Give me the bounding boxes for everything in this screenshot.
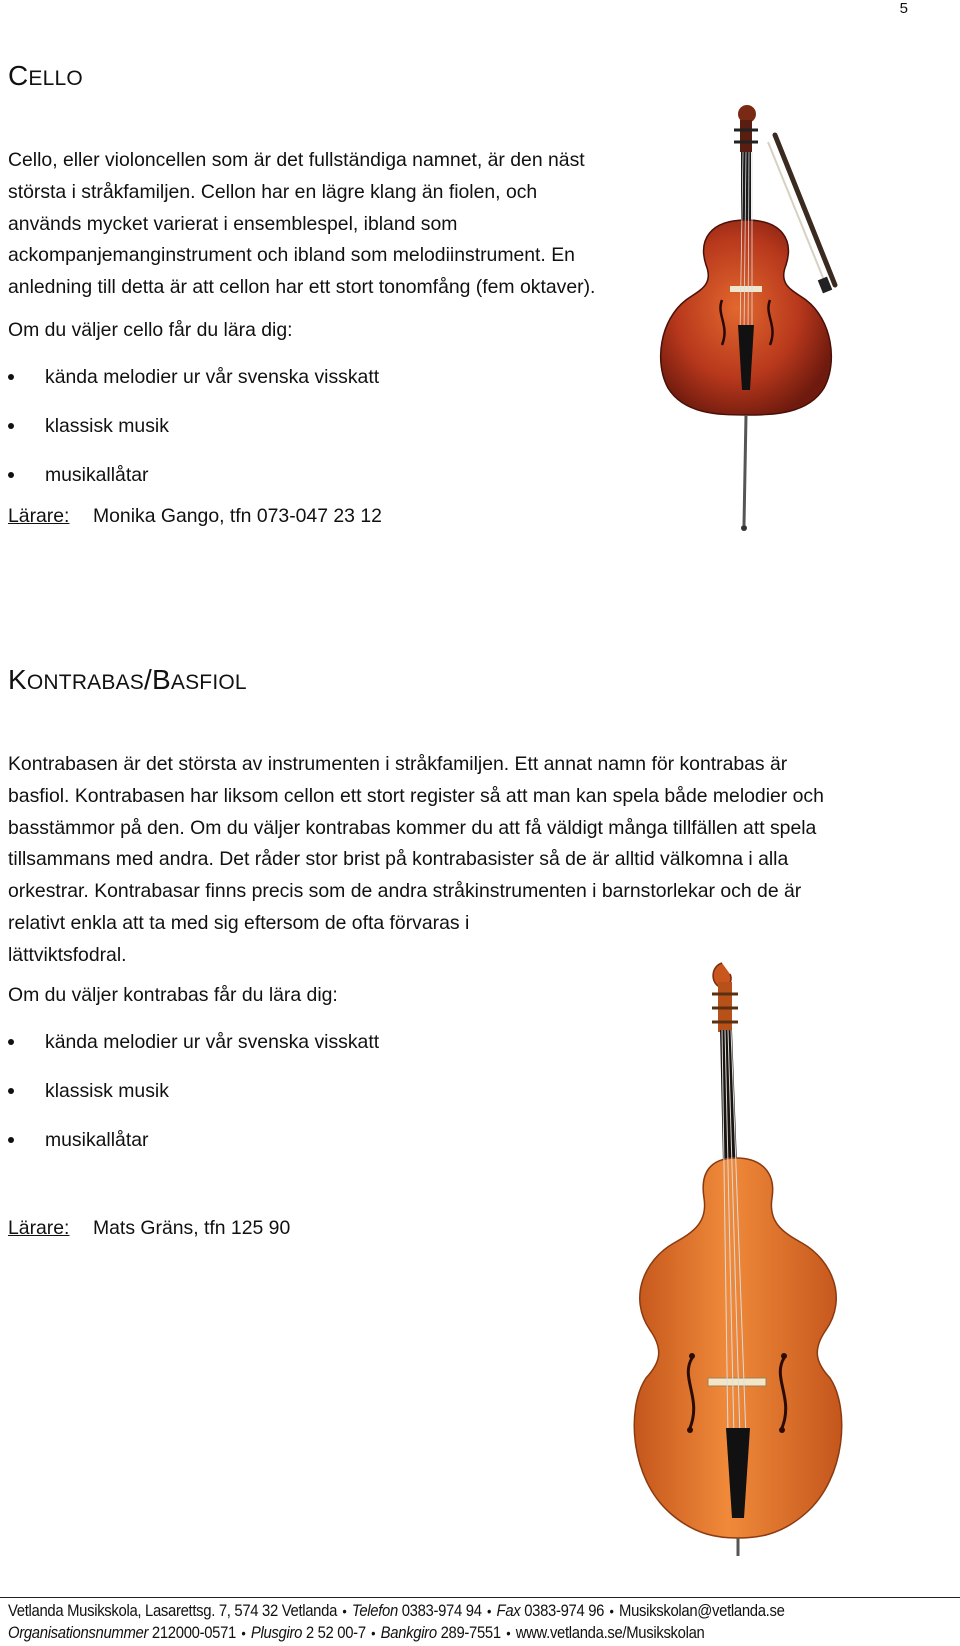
cello-bullet-list: [8, 365, 379, 512]
footer-plusgiro-label: Plusgiro: [250, 1624, 303, 1642]
footer-line-2: [8, 1623, 704, 1643]
cello-heading: [8, 62, 83, 93]
kontrabas-paragraph-line: relativt enkla att ta med sig eftersom de ofta förvaras i: [8, 911, 470, 934]
cello-heading-initial: C: [8, 60, 29, 91]
list-item-text: kända melodier ur vår svenska visskatt: [45, 1031, 380, 1053]
footer-fax-label: Fax: [496, 1602, 521, 1620]
footer-website: www.vetlanda.se/Musikskolan: [515, 1624, 705, 1642]
footer-address: Vetlanda Musikskola, Lasarettsg. 7, 574 32 Vetlanda: [8, 1602, 338, 1620]
footer-org-label: Organisationsnummer: [8, 1624, 149, 1642]
heading-initial: K: [8, 664, 27, 695]
footer-line-1: [8, 1601, 785, 1621]
cello-paragraph-line: största i stråkfamiljen. Cellon har en lägre klang än fiolen, och: [8, 180, 538, 203]
kontrabas-paragraph-line: tillsammans med andra. Det råder stor brist på kontrabasister så de är alltid välkomna i alla: [8, 848, 789, 871]
heading-slash: /: [144, 664, 152, 695]
bullet-icon: [8, 472, 14, 478]
footer-plusgiro: 2 52 00-7: [305, 1624, 366, 1642]
footer-telefon-label: Telefon: [351, 1602, 398, 1620]
cello-paragraph-line: Cello, eller violoncellen som är det fullständiga namnet, är den näst: [8, 149, 585, 171]
bullet-icon: [8, 1088, 14, 1094]
list-item: [8, 463, 379, 487]
cello-heading-rest: ELLO: [28, 67, 83, 90]
list-item: [8, 365, 379, 389]
kontrabas-paragraph-line: Kontrabasen är det största av instrumenten i stråkfamiljen. Ett annat namn för kontrabas är: [8, 753, 788, 775]
footer-bankgiro-label: Bankgiro: [380, 1624, 437, 1642]
footer-telefon: 0383-974 94: [401, 1602, 482, 1620]
page-number: 5: [899, 0, 908, 17]
teacher-label: Lärare:: [8, 1217, 70, 1239]
teacher-value: Mats Gräns, tfn 125 90: [93, 1217, 291, 1239]
bullet-icon: [8, 374, 14, 380]
list-item: [8, 1128, 379, 1152]
bullet-icon: [8, 1039, 14, 1045]
list-item-text: klassisk musik: [45, 415, 169, 437]
kontrabas-heading: [8, 666, 247, 697]
footer-bankgiro: 289-7551: [440, 1624, 501, 1642]
double-bass-illustration-icon: [630, 958, 870, 1558]
list-item: [8, 1079, 379, 1103]
separator-icon: •: [342, 1603, 347, 1619]
kontrabas-paragraph: [8, 749, 824, 972]
cello-paragraph-line: anledning till detta är att cellon har ett stort tonomfång (fem oktaver).: [8, 276, 596, 299]
bullet-icon: [8, 423, 14, 429]
cello-paragraph-line: ackompanjemanginstrument och ibland som melodiinstrument. En: [8, 244, 575, 267]
cello-paragraph-line: används mycket varierat i ensemblespel, ibland som: [8, 212, 458, 235]
list-item-text: musikallåtar: [45, 464, 149, 486]
kontrabas-paragraph-line: lättviktsfodral.: [8, 943, 127, 966]
kontrabas-teacher: [8, 1216, 290, 1240]
footer-org: 212000-0571: [151, 1624, 236, 1642]
bullet-icon: [8, 1137, 14, 1143]
cello-learn-intro: Om du väljer cello får du lära dig:: [8, 319, 293, 341]
kontrabas-paragraph-line: orkestrar. Kontrabasar finns precis som de andra stråkinstrumenten i barnstorlekar och de är: [8, 880, 802, 903]
cello-paragraph: [8, 145, 595, 304]
separator-icon: •: [241, 1625, 246, 1641]
footer-fax: 0383-974 96: [524, 1602, 605, 1620]
list-item-text: klassisk musik: [45, 1080, 169, 1102]
list-item-text: kända melodier ur vår svenska visskatt: [45, 366, 380, 388]
list-item: [8, 414, 379, 438]
teacher-value: Monika Gango, tfn 073-047 23 12: [93, 505, 382, 527]
teacher-label: Lärare:: [8, 505, 70, 527]
separator-icon: •: [506, 1625, 511, 1641]
cello-teacher: [8, 504, 382, 528]
separator-icon: •: [487, 1603, 492, 1619]
heading-rest: ASFIOL: [170, 671, 247, 694]
cello-illustration-icon: [640, 100, 850, 540]
kontrabas-learn-intro: Om du väljer kontrabas får du lära dig:: [8, 984, 338, 1006]
kontrabas-paragraph-line: basstämmor på den. Om du väljer kontrabas kommer du att få väldigt många tillfällen att spela: [8, 816, 817, 839]
heading-initial: B: [152, 664, 171, 695]
footer-divider: [0, 1597, 960, 1598]
list-item: [8, 1030, 379, 1054]
kontrabas-paragraph-line: basfiol. Kontrabasen har liksom cellon ett stort register så att man kan spela både melodier och: [8, 784, 824, 807]
kontrabas-bullet-list: [8, 1030, 379, 1177]
separator-icon: •: [609, 1603, 614, 1619]
footer-email: Musikskolan@vetlanda.se: [619, 1602, 785, 1620]
heading-rest: ONTRABAS: [26, 671, 145, 694]
separator-icon: •: [371, 1625, 376, 1641]
list-item-text: musikallåtar: [45, 1129, 149, 1151]
